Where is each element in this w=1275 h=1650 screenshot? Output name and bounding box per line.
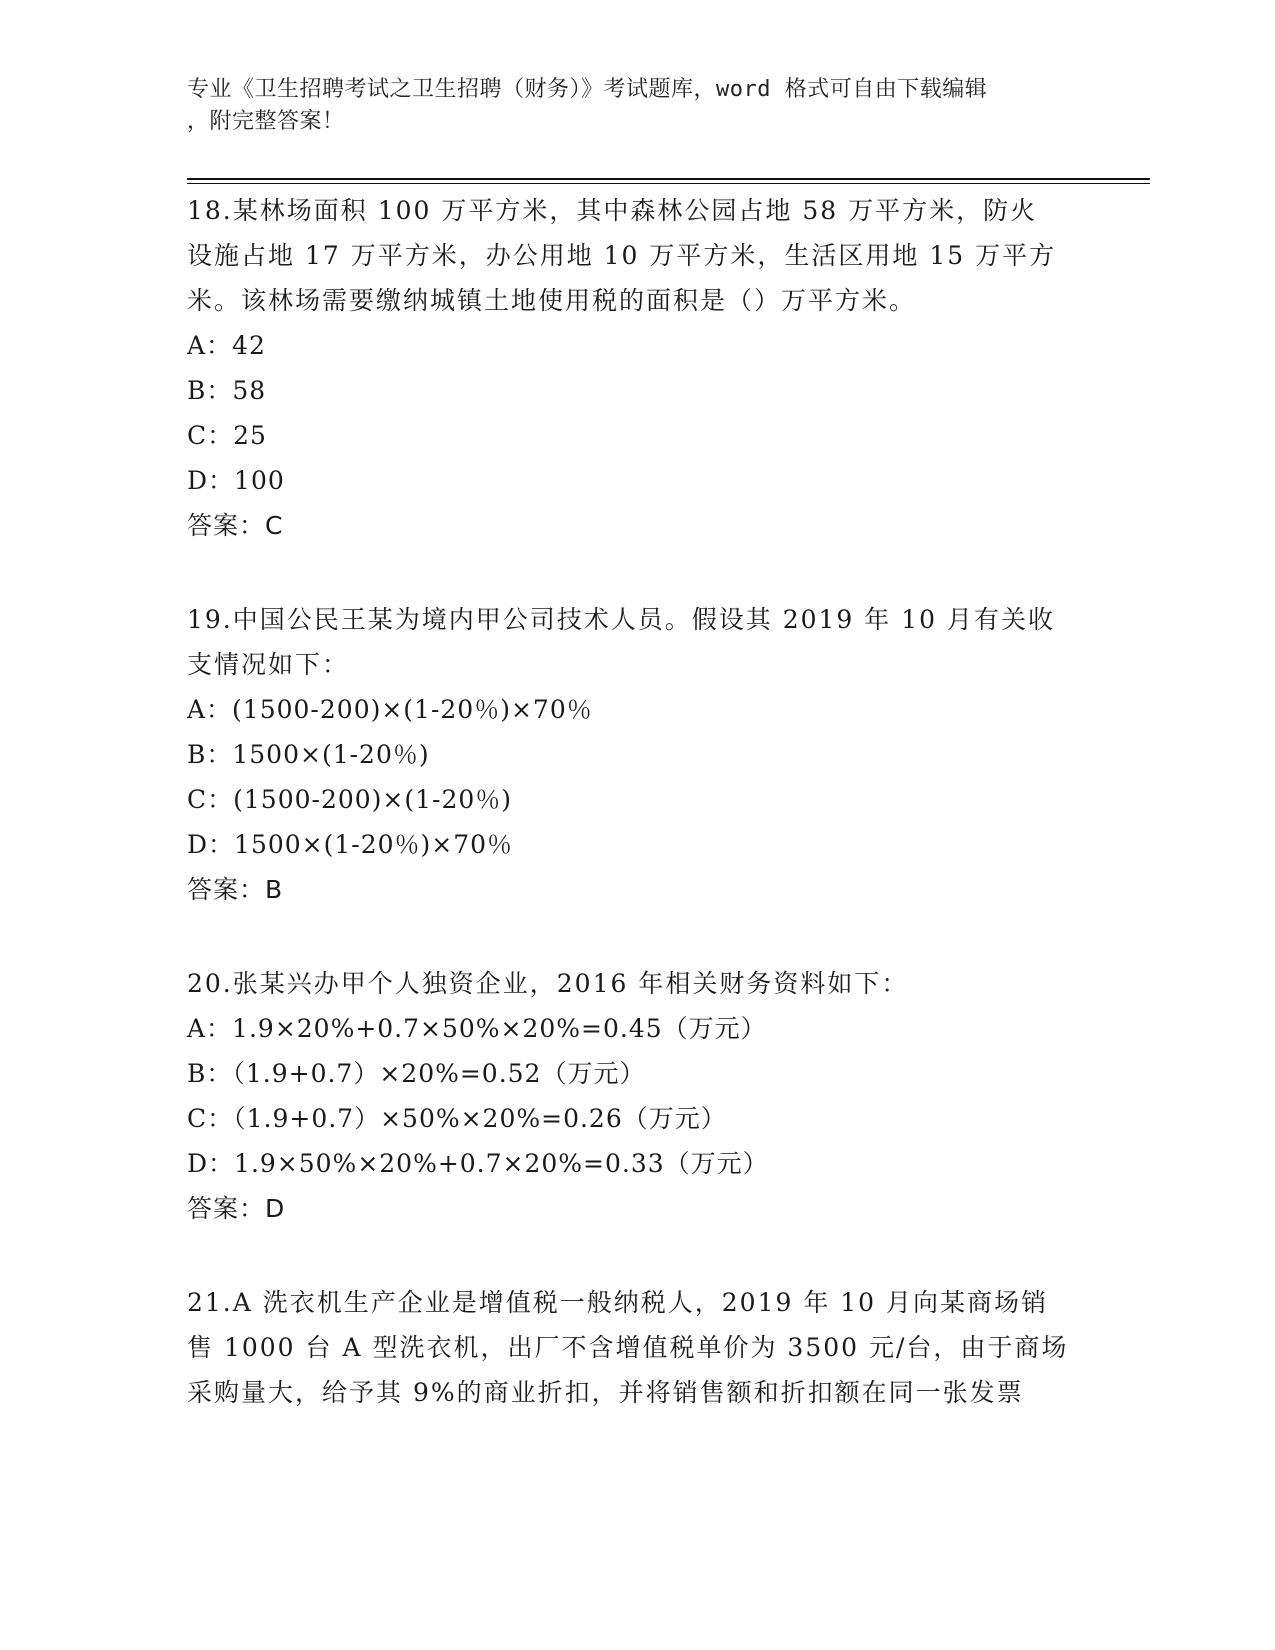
header-divider-thick	[187, 178, 1150, 180]
question-stem-line: 售 1000 台 A 型洗衣机，出厂不含增值税单价为 3500 元/台，由于商场	[187, 1333, 1069, 1362]
question-21	[187, 1280, 1087, 1415]
option-c: C：(1500-200)×(1-20％)	[187, 785, 513, 814]
option-d: D：1500×(1-20％)×70％	[187, 830, 514, 859]
option-a: A：42	[187, 331, 266, 360]
header-line-2: ，附完整答案！	[187, 109, 345, 134]
answer-line: 答案：B	[187, 875, 284, 904]
header-divider-thin	[187, 183, 1150, 184]
option-a: A：1.9×20%+0.7×50%×20%=0.45（万元）	[187, 1014, 767, 1043]
option-b: B：58	[187, 376, 267, 405]
question-19	[187, 597, 1087, 913]
question-stem-line: 19.中国公民王某为境内甲公司技术人员。假设其 2019 年 10 月有关收	[187, 605, 1055, 634]
answer-line: 答案：C	[187, 511, 284, 540]
question-stem-line: 采购量大，给予其 9%的商业折扣，并将销售额和折扣额在同一张发票	[187, 1378, 1024, 1407]
question-stem-line: 21.A 洗衣机生产企业是增值税一般纳税人，2019 年 10 月向某商场销	[187, 1288, 1049, 1317]
option-c: C：25	[187, 421, 267, 450]
header-line-1: 专业《卫生招聘考试之卫生招聘（财务）》考试题库，word 格式可自由下载编辑	[187, 77, 988, 102]
option-b: B：1500×(1-20％)	[187, 740, 430, 769]
question-stem-line: 18.某林场面积 100 万平方米，其中森林公园占地 58 万平方米，防火	[187, 196, 1038, 225]
document-header	[187, 74, 1087, 138]
option-a: A：(1500-200)×(1-20％)×70％	[187, 695, 593, 724]
answer-line: 答案：D	[187, 1194, 286, 1223]
question-stem-line: 支情况如下：	[187, 650, 350, 679]
question-stem-line: 米。该林场需要缴纳城镇土地使用税的面积是（）万平方米。	[187, 286, 917, 315]
option-d: D：1.9×50%×20%+0.7×20%=0.33（万元）	[187, 1149, 769, 1178]
option-d: D：100	[187, 466, 285, 495]
question-18	[187, 188, 1087, 549]
question-stem-line: 设施占地 17 万平方米，办公用地 10 万平方米，生活区用地 15 万平方	[187, 241, 1057, 270]
option-b: B：（1.9+0.7）×20%=0.52（万元）	[187, 1059, 646, 1088]
question-stem-line: 20.张某兴办甲个人独资企业，2016 年相关财务资料如下：	[187, 969, 909, 998]
question-20	[187, 961, 1087, 1232]
option-c: C：（1.9+0.7）×50%×20%=0.26（万元）	[187, 1104, 727, 1133]
